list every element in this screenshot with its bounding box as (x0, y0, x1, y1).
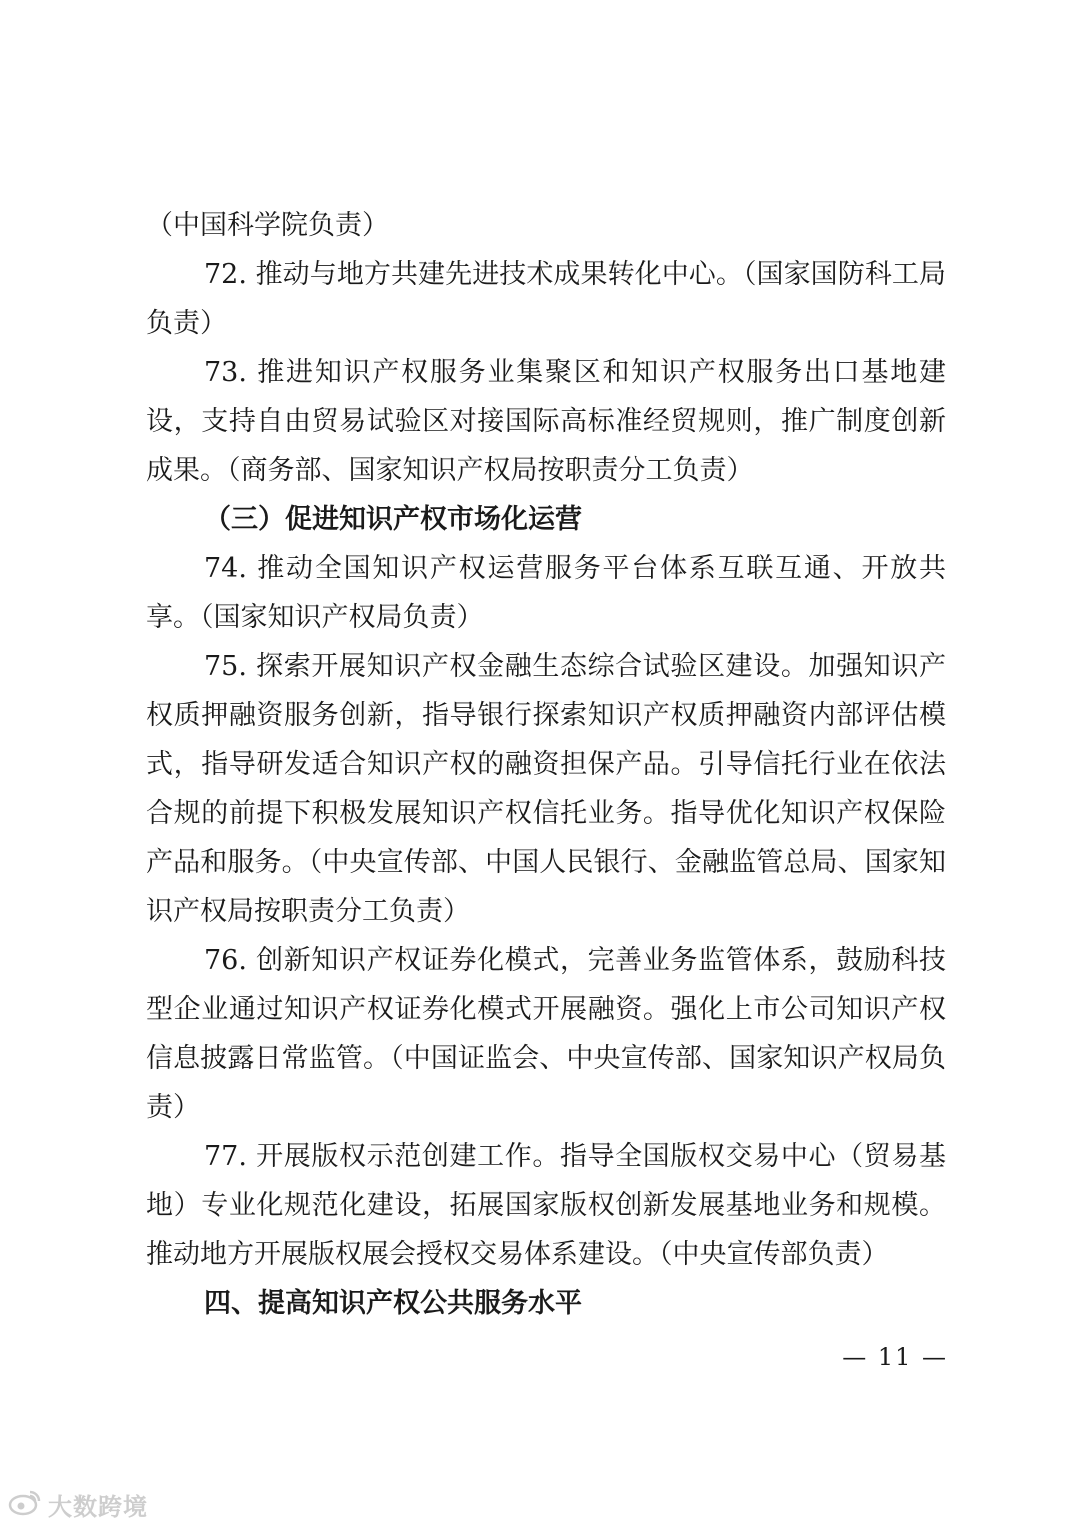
page-number: — 11 — (842, 1343, 948, 1371)
weibo-logo-icon (8, 1488, 42, 1520)
paragraph-74: 74. 推动全国知识产权运营服务平台体系互联互通、开放共享。（国家知识产权局负责） (146, 553, 946, 633)
section-heading-4: 四、提高知识产权公共服务水平 (204, 1288, 582, 1319)
paragraph-72: 72. 推动与地方共建先进技术成果转化中心。（国家国防科工局负责） (146, 259, 946, 339)
paragraph-76: 76. 创新知识产权证券化模式，完善业务监管体系，鼓励科技型企业通过知识产权证券化模式开展融资。强化上市公司知识产权信息披露日常监管。（中国证监会、中央宣传部、国家知识产权局负责） (146, 945, 946, 1123)
paragraph-75: 75. 探索开展知识产权金融生态综合试验区建设。加强知识产权质押融资服务创新，指导银行探索知识产权质押融资内部评估模式，指导研发适合知识产权的融资担保产品。引导信托行业在依法合规的前提下积极发展知识产权信托业务。指导优化知识产权保险产品和服务。（中央宣传部、中国人民银行、金融监管总局、国家知识产权局按职责分工负责） (146, 651, 946, 927)
paragraph-77: 77. 开展版权示范创建工作。指导全国版权交易中心（贸易基地）专业化规范化建设，拓展国家版权创新发展基地业务和规模。推动地方开展版权展会授权交易体系建设。（中央宣传部负责） (146, 1141, 946, 1270)
watermark-text: 大数跨境 (48, 1492, 148, 1521)
document-body (146, 201, 946, 1328)
paragraph-73: 73. 推进知识产权服务业集聚区和知识产权服务出口基地建设，支持自由贸易试验区对接国际高标准经贸规则，推广制度创新成果。（商务部、国家知识产权局按职责分工负责） (146, 357, 946, 486)
paragraph-71-tail: （中国科学院负责） (146, 210, 389, 241)
section-heading-3: （三）促进知识产权市场化运营 (204, 504, 582, 535)
watermark (8, 1488, 148, 1520)
